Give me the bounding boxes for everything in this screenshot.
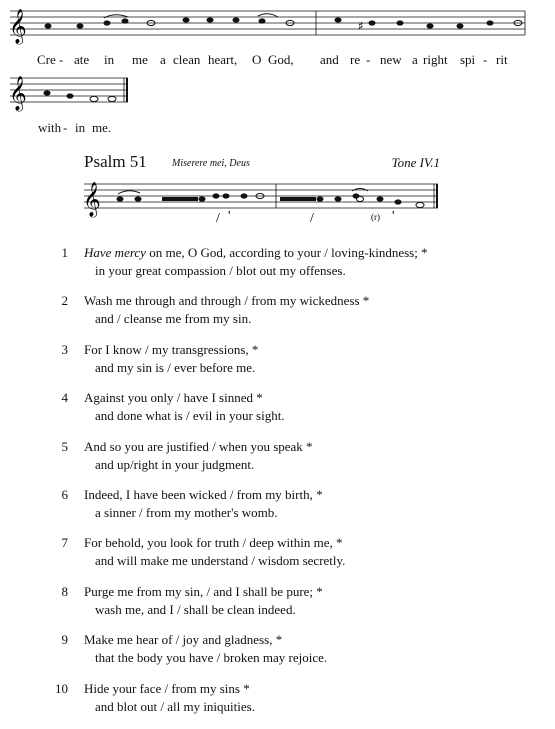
verse-number: 1	[61, 245, 68, 260]
verse-text: Make me hear of / joy and gladness, *	[84, 632, 283, 648]
lyric-syllable: with	[38, 120, 62, 135]
lyric-syllable: a	[160, 52, 166, 67]
verse-text: Wash me through and through / from my wickedness *	[84, 293, 370, 309]
lyric-syllable: me	[132, 52, 148, 67]
verse-line-2: a sinner / from my mother's womb.	[95, 504, 278, 520]
lyric-syllable: re	[350, 52, 361, 67]
verse-line-2: in your great compassion / blot out my offenses.	[95, 263, 346, 278]
verse	[52, 245, 532, 293]
lyric-syllable: in	[75, 120, 86, 135]
lyric-syllable: a	[412, 52, 418, 67]
verse-line-1	[84, 342, 258, 358]
verse	[52, 681, 532, 729]
verse-line-1	[84, 535, 343, 551]
verse-number: 3	[61, 341, 68, 357]
sharp-icon: ♯	[358, 19, 364, 33]
verse-line-1	[84, 439, 313, 455]
antiphon-staff-1	[0, 0, 555, 50]
lyric-syllable: Cre	[37, 52, 56, 67]
treble-clef-icon: 𝄞	[9, 76, 27, 111]
verse-number: 4	[61, 390, 68, 406]
verse-line-2: and done what is / evil in your sight.	[95, 408, 285, 424]
verse-number: 6	[61, 486, 68, 502]
accent-tick: '	[228, 209, 231, 224]
verse	[52, 535, 532, 583]
psalm-tone: Tone IV.1	[391, 155, 440, 170]
verse-incipit: Have mercy	[84, 245, 146, 260]
verse-text: And so you are justified / when you speak *	[84, 438, 313, 454]
verse-line-1	[84, 487, 323, 503]
verse-line-1	[84, 293, 369, 309]
lyric-syllable: rit	[496, 52, 508, 67]
verse	[52, 439, 532, 487]
lyric-syllable: right	[423, 52, 448, 67]
verse-number: 9	[61, 632, 68, 648]
lyric-syllable: new	[380, 52, 402, 67]
verse-line-2: and / cleanse me from my sin.	[95, 311, 252, 327]
psalm-tone-staff	[80, 178, 445, 230]
lyric-syllable: God,	[268, 52, 294, 67]
verse-line-1	[84, 632, 282, 648]
lyric-hyphen: -	[366, 52, 371, 67]
verse-text: For behold, you look for truth / deep within me, *	[84, 535, 343, 551]
verse-line-1	[84, 390, 263, 406]
verse-number: 8	[61, 583, 68, 599]
lyric-syllable: ate	[74, 52, 90, 67]
verse-number: 10	[55, 680, 68, 696]
verse	[52, 632, 532, 680]
antiphon-lyrics-2	[0, 120, 200, 138]
psalm-title: Psalm 51	[84, 152, 147, 171]
lyric-syllable: O	[252, 52, 262, 67]
accent-slash: /	[216, 211, 220, 226]
lyric-syllable: and	[320, 52, 339, 67]
treble-clef-icon: 𝄞	[9, 9, 27, 44]
verse-text: on me, O God, according to your / loving-kindness; *	[145, 245, 428, 260]
lyric-syllable: in	[104, 52, 115, 67]
lyric-syllable: me.	[92, 120, 112, 135]
verse-number: 7	[61, 535, 68, 551]
verse	[52, 487, 532, 535]
verse-number: 5	[61, 438, 68, 454]
verse-line-1	[84, 245, 428, 261]
verse	[52, 342, 532, 390]
lyric-hyphen: -	[63, 120, 68, 135]
psalm-heading	[84, 152, 440, 174]
verse	[52, 293, 532, 341]
verse-text: Indeed, I have been wicked / from my birth, *	[84, 486, 323, 502]
verse-line-2: wash me, and I / shall be clean indeed.	[95, 601, 296, 617]
verse-text: Purge me from my sin, / and I shall be pure; *	[84, 583, 323, 599]
verse-line-1	[84, 681, 250, 697]
verse-line-2: and my sin is / ever before me.	[95, 359, 256, 375]
verse-line-1	[84, 584, 323, 600]
accent-tick: '	[392, 209, 395, 224]
verse-text: Against you only / have I sinned *	[84, 390, 263, 406]
lyric-syllable: heart,	[208, 52, 238, 67]
psalm-subtitle: Miserere mei, Deus	[172, 158, 250, 169]
psalm-verses	[52, 245, 532, 729]
optional-marker: (r)	[371, 212, 380, 222]
treble-clef-icon: 𝄞	[83, 182, 101, 217]
verse-line-2: and will make me understand / wisdom secretly.	[95, 553, 346, 569]
accent-slash: /	[310, 211, 314, 226]
verse-text: Hide your face / from my sins *	[84, 680, 250, 696]
verse-line-2: and blot out / all my iniquities.	[95, 698, 255, 714]
lyric-hyphen: -	[59, 52, 64, 67]
lyric-hyphen: -	[483, 52, 488, 67]
lyric-syllable: spi	[460, 52, 476, 67]
antiphon-staff-2	[0, 72, 140, 112]
verse-text: For I know / my transgressions, *	[84, 341, 259, 357]
antiphon-lyrics-1	[0, 52, 555, 70]
verse-line-2: and up/right in your judgment.	[95, 456, 255, 472]
verse-number: 2	[61, 293, 68, 309]
verse-line-2: that the body you have / broken may rejoice.	[95, 650, 328, 666]
lyric-syllable: clean	[173, 52, 201, 67]
verse	[52, 390, 532, 438]
verse	[52, 584, 532, 632]
